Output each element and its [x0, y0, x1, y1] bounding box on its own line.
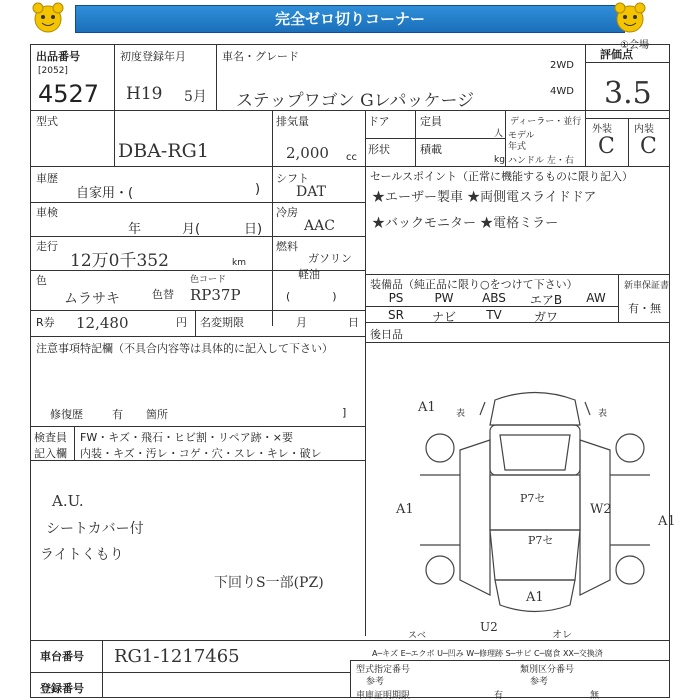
color-code-label: 色コード	[190, 275, 227, 285]
interior-label: 内装	[634, 124, 654, 135]
recycle-value: 12,480	[76, 314, 129, 332]
page-banner: 完全ゼロ切りコーナー	[75, 5, 625, 33]
class-number-label: 類別区分番号	[520, 665, 575, 675]
damage-bottom-left: スベ	[408, 631, 427, 641]
damage-tick-1: 表	[456, 409, 466, 419]
damage-center: P7セ	[520, 492, 546, 505]
load-label: 積載	[420, 143, 442, 156]
exterior-value: C	[598, 134, 615, 159]
name-change-month: 月	[296, 316, 307, 329]
vehicle-label: 車名・グレード	[222, 50, 299, 63]
selling-points-label: セールスポイント（正常に機能するものに限り記入）	[370, 170, 634, 183]
color-swap-label: 色替	[152, 288, 174, 301]
dealer-label: ディーラー・並行	[510, 117, 582, 127]
repair-label: 修復歴	[50, 408, 83, 421]
inspection-year: 年	[128, 222, 142, 237]
damage-left-side: A1	[396, 502, 414, 517]
damage-right-side: A1	[658, 514, 676, 529]
chassis-label: 車台番号	[40, 650, 84, 663]
displacement-unit: cc	[346, 152, 357, 163]
fuel-diesel: 軽油	[298, 268, 320, 281]
grade-label: 評価点	[600, 48, 633, 61]
aircon-value: AAC	[304, 218, 335, 234]
repair-close: ]	[342, 406, 347, 419]
lot-sub: [2052]	[38, 66, 68, 76]
color-paren: ( )	[286, 290, 337, 303]
inspector-label-2: 記入欄	[34, 447, 67, 460]
drive-2wd: 2WD	[550, 60, 574, 71]
color-value: ムラサキ	[64, 291, 120, 307]
year-label: 年式	[508, 142, 527, 152]
interior-value: C	[640, 134, 657, 159]
selling-points-line2: ★バックモニター ★電格ミラー	[372, 216, 559, 231]
mileage-label: 走行	[36, 240, 58, 253]
equip-airbag: エアB	[529, 293, 563, 307]
mileage-value: 12万0千352	[70, 251, 169, 271]
color-code: RP37P	[190, 286, 241, 304]
equip-aw: AW	[586, 291, 606, 305]
displacement-label: 排気量	[276, 115, 309, 128]
equip-abs: ABS	[482, 291, 506, 305]
notes-label: 注意事項特記欄（不具合内容等は具体的に記入して下さい）	[36, 342, 333, 355]
history-value: 自家用・(	[76, 186, 134, 201]
lot-label: 出品番号	[36, 50, 80, 63]
name-change-day: 日	[348, 316, 359, 329]
name-change-label: 名変期限	[200, 316, 244, 329]
inspection-label: 車検	[36, 206, 58, 219]
garage-cert-no: 無	[590, 691, 600, 700]
mascot-left-icon	[30, 2, 66, 34]
inspector-row-2: 内装・キズ・汚レ・コゲ・穴・スレ・キレ・破レ	[80, 447, 322, 460]
remark-2: シートカバー付	[46, 521, 144, 537]
selling-points-line1: ★エーザー製車 ★両側電スライドドア	[372, 190, 597, 205]
damage-rear: A1	[526, 590, 544, 605]
shift-value: DAT	[296, 184, 326, 200]
damage-bottom-note: オレ	[552, 630, 572, 641]
damage-right-rear: W2	[590, 502, 612, 517]
equip-ps: PS	[388, 291, 404, 305]
equipment-label: 装備品（純正品に限り○をつけて下さい）	[370, 278, 578, 291]
shape-label: 形状	[368, 143, 390, 156]
form-number-ref: 参考	[366, 677, 385, 687]
inspector-label-1: 検査員	[34, 431, 67, 444]
model-label: 型式	[36, 115, 58, 128]
repair-place: 箇所	[146, 408, 168, 421]
garage-cert-yes: 有	[494, 691, 504, 700]
registration-month: 5月	[184, 89, 207, 105]
post-fit-label: 後日品	[370, 328, 403, 341]
fuel-gasoline: ガソリン	[308, 252, 352, 265]
chassis-value: RG1-1217465	[114, 646, 240, 667]
equip-kawa: ガワ	[533, 310, 558, 324]
lot-number: 4527	[38, 80, 100, 108]
damage-rear-label: U2	[480, 620, 498, 634]
recycle-unit: 円	[176, 316, 187, 329]
damage-tick-2: 表	[598, 409, 608, 419]
corner-mark: ①会場	[620, 40, 649, 51]
equip-sr: SR	[388, 308, 404, 322]
equip-navi: ナビ	[431, 310, 456, 324]
mascot-right-icon	[612, 2, 648, 34]
repair-value: 有	[112, 408, 123, 421]
aircon-label: 冷房	[276, 206, 298, 219]
inspector-row-1: FW・キズ・飛石・ヒビ割・リペア跡・×要	[80, 431, 293, 444]
color-label: 色	[36, 274, 47, 287]
damage-front-left: A1	[418, 400, 436, 415]
equip-tv: TV	[486, 308, 502, 322]
displacement-value: 2,000	[286, 144, 329, 162]
drive-4wd: 4WD	[550, 86, 574, 97]
model-value: DBA-RG1	[118, 140, 209, 162]
grade-value: 3.5	[604, 76, 652, 111]
registration-year: H19	[126, 84, 163, 104]
warranty-label: 新車保証書	[624, 281, 670, 291]
capacity-label: 定員	[420, 115, 442, 128]
mileage-unit: km	[232, 258, 246, 268]
damage-center-low: P7セ	[528, 534, 554, 547]
remark-1: A.U.	[52, 492, 84, 510]
capacity-unit: 人	[494, 129, 504, 139]
remark-3: ライトくもり	[40, 547, 124, 563]
model-year-label: モデル	[508, 131, 535, 141]
damage-legend: A─キズ E─エクボ U─凹み W─修理跡 S─サビ C─腐食 XX─交換済	[372, 649, 603, 658]
remark-lower: 下回りS一部(PZ)	[214, 575, 324, 591]
registration-label: 初度登録年月	[120, 50, 186, 63]
form-number-label: 型式指定番号	[356, 665, 411, 675]
load-unit: kg	[494, 155, 505, 165]
inspection-month: 月(	[182, 222, 201, 237]
equip-pw: PW	[434, 291, 454, 305]
warranty-value: 有・無	[628, 302, 661, 315]
shift-label: シフト	[276, 172, 309, 185]
handle-label: ハンドル 左・右	[508, 156, 574, 166]
recycle-label: R券	[36, 316, 55, 329]
fuel-label: 燃料	[276, 240, 298, 253]
inspection-day: 日)	[244, 222, 263, 237]
history-close: )	[255, 182, 261, 197]
class-number-ref: 参考	[530, 677, 549, 687]
vehicle-name: ステップワゴン Gレパッケージ	[236, 91, 475, 111]
reg-number-label: 登録番号	[40, 682, 84, 695]
exterior-label: 外装	[592, 124, 612, 135]
garage-cert-label: 車庫証明期限	[356, 691, 411, 700]
history-label: 車歴	[36, 172, 58, 185]
doors-label: ドア	[368, 115, 390, 128]
